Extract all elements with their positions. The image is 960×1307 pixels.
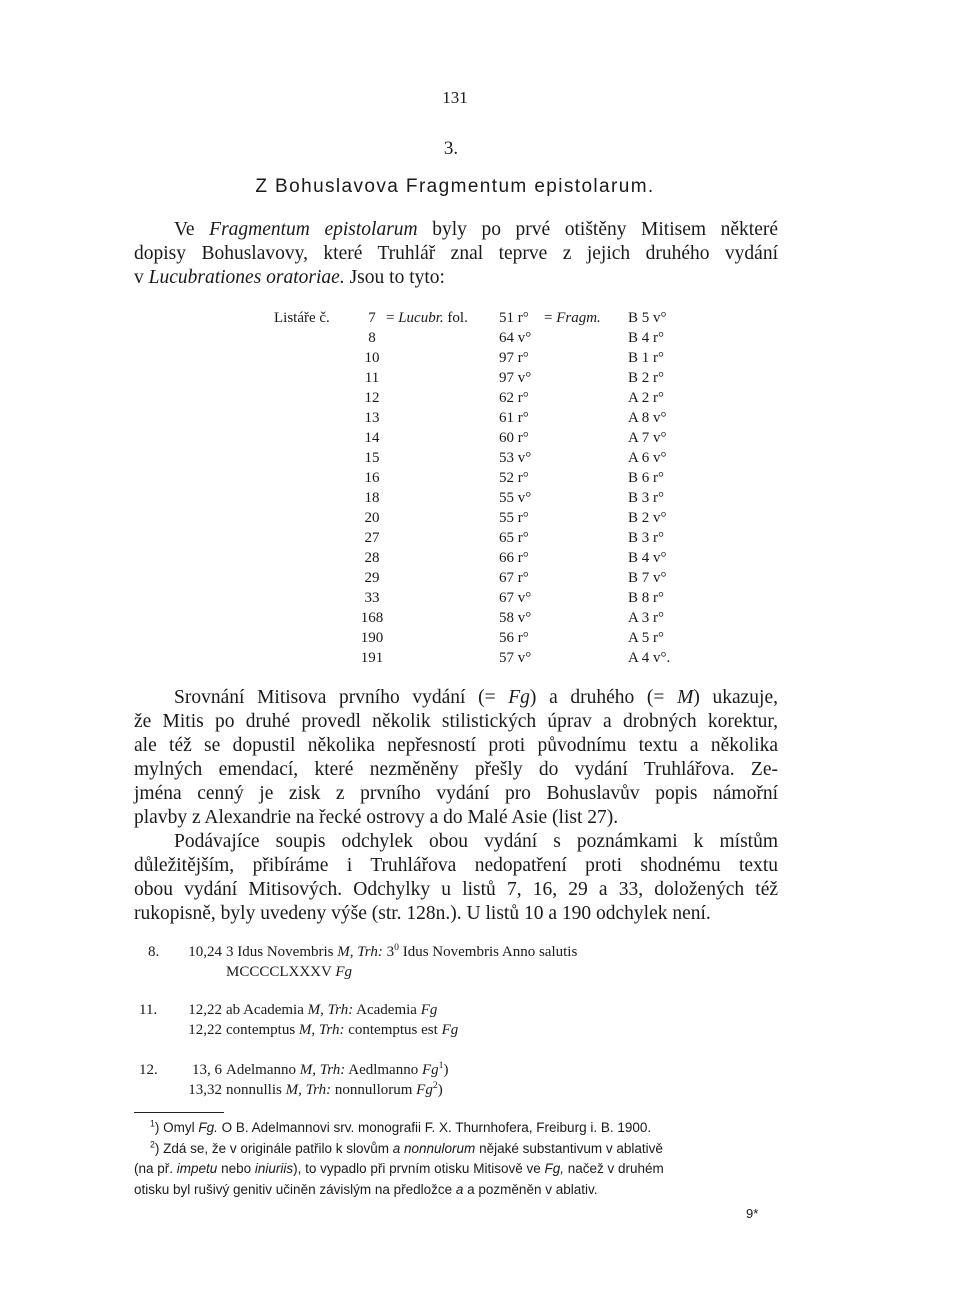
- table-label: Listáře č.: [274, 310, 330, 326]
- letter-number: 27: [364, 530, 380, 546]
- lucubr-folio: 97 r°: [499, 350, 529, 366]
- fragm-signature: B 1 r°: [628, 350, 664, 366]
- lucubr-folio: 53 v°: [499, 450, 532, 466]
- letter-number: 7: [368, 310, 376, 326]
- note-line: [134, 1022, 794, 1042]
- variant-text: nonnullis M, Trh: nonnullorum Fg$^2$): [226, 1080, 443, 1098]
- lucubr-folio: 55 r°: [499, 510, 529, 526]
- text-line: plavby z Alexandrie na řecké ostrovy a do Malé Asie (list 27).: [134, 807, 619, 828]
- letter-ref: 11.: [139, 1002, 158, 1018]
- line-ref: 13,32: [188, 1082, 222, 1098]
- text-line: Podávajíce soupis odchylek obou vydání s poznámkami k místům: [174, 831, 778, 852]
- line-ref: 10,24: [188, 944, 222, 960]
- variant-text: ab Academia M, Trh: Academia Fg: [226, 1002, 438, 1018]
- note-line: [134, 1062, 794, 1082]
- section-title: Z Bohuslavova Fragmentum epistolarum.: [255, 176, 655, 197]
- lucubr-folio: 58 v°: [499, 610, 532, 626]
- footnote-line: otisku byl rušivý genitiv učiněn závislým na předložce a a pozměněn v ablativ.: [134, 1182, 598, 1197]
- text-line: rukopisně, byly uvedeny výše (str. 128n.). U listů 10 a 190 odchylek není.: [134, 903, 711, 924]
- line-ref: 12,22: [188, 1002, 222, 1018]
- lucubr-folio: 66 r°: [499, 550, 529, 566]
- intro-paragraph: [134, 218, 778, 290]
- text-line: mylných emendací, které nezměněny přešly do vydání Truhlářova. Ze-: [134, 759, 778, 780]
- section-number: 3.: [443, 138, 459, 159]
- fragm-signature: A 6 v°: [628, 450, 667, 466]
- note-block: [134, 1002, 794, 1042]
- lucubr-folio: 97 v°: [499, 370, 532, 386]
- footnote-line: (na př. impetu nebo iniuriis), to vypadlo při prvním otisku Mitisově ve Fg, načež v druhém: [134, 1161, 664, 1176]
- lucubr-folio: 55 v°: [499, 490, 532, 506]
- fragm-signature: B 6 r°: [628, 470, 664, 486]
- lucubr-folio: 67 r°: [499, 570, 529, 586]
- lucubr-header: = Lucubr. fol.: [386, 310, 468, 326]
- letter-number: 14: [364, 430, 380, 446]
- letter-number: 11: [364, 370, 380, 386]
- letter-number: 20: [364, 510, 380, 526]
- note-line: [134, 964, 794, 984]
- fragm-signature: B 4 v°: [628, 550, 667, 566]
- lucubr-folio: 51 r°: [499, 310, 529, 326]
- fragm-signature: B 2 v°: [628, 510, 667, 526]
- comparison-paragraph: [134, 686, 778, 926]
- fragm-signature: A 3 r°: [628, 610, 664, 626]
- page-number: 131: [442, 88, 468, 107]
- lucubr-folio: 60 r°: [499, 430, 529, 446]
- lucubr-folio: 57 v°: [499, 650, 532, 666]
- footnote-rule: [134, 1112, 224, 1113]
- text-line: v Lucubrationes oratoriae. Jsou to tyto:: [134, 267, 445, 288]
- lucubr-folio: 67 v°: [499, 590, 532, 606]
- variant-text: Adelmanno M, Trh: Aedlmanno Fg$^1$): [226, 1060, 449, 1078]
- lucubr-folio: 65 r°: [499, 530, 529, 546]
- lucubr-folio: 64 v°: [499, 330, 532, 346]
- letter-number: 18: [364, 490, 380, 506]
- variant-text: MCCCCLXXXV Fg: [226, 964, 353, 980]
- letter-number: 13: [364, 410, 380, 426]
- note-line: [134, 1002, 794, 1022]
- variant-text: 3 Idus Novembris M, Trh: $3^0$ Idus Novembris Anno salutis: [226, 942, 578, 960]
- letter-number: 33: [364, 590, 380, 606]
- letter-number: 29: [364, 570, 380, 586]
- lucubr-folio: 61 r°: [499, 410, 529, 426]
- note-block: [134, 1062, 794, 1102]
- fragm-signature: B 3 r°: [628, 530, 664, 546]
- fragm-signature: B 5 v°: [628, 310, 667, 326]
- text-line: že Mitis po druhé provedl několik stilistických úprav a drobných korektur,: [134, 711, 778, 732]
- letter-number: 191: [360, 650, 384, 666]
- text-line: obou vydání Mitisových. Odchylky u listů 7, 16, 29 a 33, doložených též: [134, 879, 778, 900]
- text-line: důležitějším, přibíráme i Truhlářova nedopatření proti shodnému textu: [134, 855, 778, 876]
- fragm-signature: A 8 v°: [628, 410, 667, 426]
- variant-text: contemptus M, Trh: contemptus est Fg: [226, 1022, 459, 1038]
- letter-number: 168: [360, 610, 384, 626]
- fragm-signature: B 2 r°: [628, 370, 664, 386]
- letter-number: 28: [364, 550, 380, 566]
- text-line: jména cenný je zisk z prvního vydání pro Bohuslavův popis námořní: [134, 783, 778, 804]
- lucubr-folio: 56 r°: [499, 630, 529, 646]
- text-line: Srovnání Mitisova prvního vydání (= Fg) a druhého (= M) ukazuje,: [174, 687, 778, 708]
- letter-number: 12: [364, 390, 380, 406]
- footnote-line: $^2$) Zdá se, že v originále patřilo k slovům a nonnulorum nějaké substantivum v ablativě: [150, 1139, 663, 1156]
- fragm-signature: B 3 r°: [628, 490, 664, 506]
- fragm-signature: B 4 r°: [628, 330, 664, 346]
- text-line: Ve Fragmentum epistolarum byly po prvé otištěny Mitisem některé: [174, 219, 779, 240]
- letter-number: 15: [364, 450, 380, 466]
- note-line: [134, 1082, 794, 1102]
- letter-number: 8: [368, 330, 376, 346]
- fragm-signature: A 4 v°.: [628, 650, 671, 666]
- fragm-header: = Fragm.: [544, 310, 601, 326]
- letter-ref: 12.: [139, 1062, 158, 1078]
- fragm-signature: B 8 r°: [628, 590, 664, 606]
- note-line: [134, 944, 794, 964]
- signature-mark: 9*: [746, 1206, 759, 1221]
- line-ref: 12,22: [188, 1022, 222, 1038]
- line-ref: 13, 6: [192, 1062, 222, 1078]
- letter-number: 16: [364, 470, 380, 486]
- lucubr-folio: 62 r°: [499, 390, 529, 406]
- fragm-signature: B 7 v°: [628, 570, 667, 586]
- letter-number: 190: [360, 630, 384, 646]
- note-block: [134, 944, 794, 984]
- letter-ref: 8.: [148, 944, 160, 960]
- lucubr-folio: 52 r°: [499, 470, 529, 486]
- fragm-signature: A 2 r°: [628, 390, 664, 406]
- footnote-line: $^1$) Omyl Fg. O B. Adelmannovi srv. monografii F. X. Thurnhofera, Freiburg i. B. 1900.: [150, 1118, 652, 1135]
- text-line: ale též se dopustil několika nepřesností proti původnímu textu a několika: [134, 735, 778, 756]
- fragm-signature: A 5 r°: [628, 630, 664, 646]
- letter-number: 10: [364, 350, 380, 366]
- fragm-signature: A 7 v°: [628, 430, 667, 446]
- text-line: dopisy Bohuslavovy, které Truhlář znal teprve z jejich druhého vydání: [134, 243, 778, 264]
